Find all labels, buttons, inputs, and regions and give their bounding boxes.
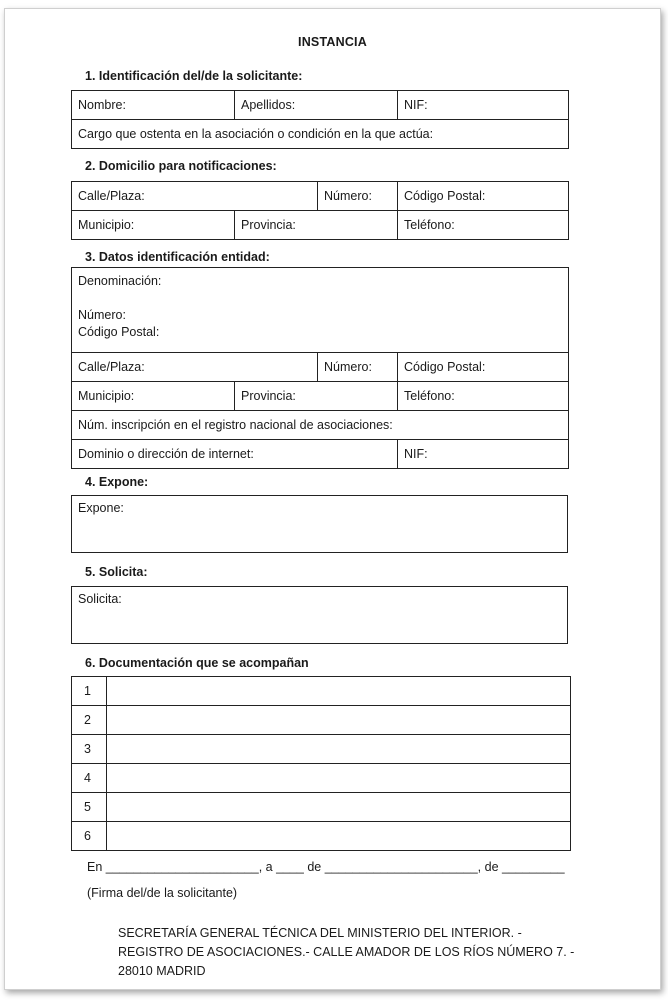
- document-entry-field[interactable]: [107, 764, 571, 793]
- document-number: 1: [72, 677, 107, 706]
- form-title: INSTANCIA: [298, 35, 367, 49]
- signature-label: (Firma del/de la solicitante): [87, 886, 238, 900]
- inscripcion-field[interactable]: Núm. inscripción en el registro nacional de asociaciones:: [72, 411, 569, 440]
- denominacion-field[interactable]: [72, 268, 569, 353]
- codigo-postal-label: Código Postal:: [78, 325, 160, 339]
- documents-table: [71, 676, 571, 851]
- solicita-field[interactable]: Solicita:: [72, 587, 568, 644]
- entity-municipio-field[interactable]: Municipio:: [72, 382, 235, 411]
- document-entry-field[interactable]: [107, 822, 571, 851]
- section-3-heading: 3. Datos identificación entidad:: [85, 250, 270, 264]
- entity-calle-field[interactable]: Calle/Plaza:: [72, 353, 318, 382]
- entity-table: [71, 267, 569, 469]
- nombre-field[interactable]: Nombre:: [72, 91, 235, 120]
- denominacion-label: Denominación:: [78, 274, 162, 288]
- document-number: 4: [72, 764, 107, 793]
- document-number: 3: [72, 735, 107, 764]
- document-entry-field[interactable]: [107, 677, 571, 706]
- numero-label: Número:: [78, 308, 126, 322]
- provincia-field[interactable]: Provincia:: [235, 211, 398, 240]
- entity-provincia-field[interactable]: Provincia:: [235, 382, 398, 411]
- telefono-field[interactable]: Teléfono:: [398, 211, 569, 240]
- expone-table: [71, 495, 568, 553]
- document-row: [72, 735, 571, 764]
- document-entry-field[interactable]: [107, 793, 571, 822]
- document-number: 2: [72, 706, 107, 735]
- section-2-heading: 2. Domicilio para notificaciones:: [85, 159, 277, 173]
- form-sheet: [4, 8, 661, 990]
- footer-address: SECRETARÍA GENERAL TÉCNICA DEL MINISTERIO DEL INTERIOR. - REGISTRO DE ASOCIACIONES.- CALLE AMADOR DE LOS RÍOS NÚMERO 7. - 28010 MADRID: [118, 926, 575, 978]
- section-6-heading: 6. Documentación que se acompañan: [85, 656, 309, 670]
- document-row: [72, 793, 571, 822]
- document-number: 5: [72, 793, 107, 822]
- entity-nif-field[interactable]: NIF:: [398, 440, 569, 469]
- municipio-field[interactable]: Municipio:: [72, 211, 235, 240]
- calle-field[interactable]: Calle/Plaza:: [72, 182, 318, 211]
- cargo-field[interactable]: Cargo que ostenta en la asociación o condición en la que actúa:: [72, 120, 569, 149]
- identification-table: [71, 90, 569, 149]
- document-row: [72, 764, 571, 793]
- section-5-heading: 5. Solicita:: [85, 565, 148, 579]
- codigo-postal-field[interactable]: Código Postal:: [398, 182, 569, 211]
- document-entry-field[interactable]: [107, 706, 571, 735]
- date-line: En ______________________, a ____ de ______________________, de _________: [87, 860, 565, 874]
- solicita-table: [71, 586, 568, 644]
- entity-numero-field[interactable]: Número:: [318, 353, 398, 382]
- numero-field[interactable]: Número:: [318, 182, 398, 211]
- section-1-heading: 1. Identificación del/de la solicitante:: [85, 69, 303, 83]
- nif-field[interactable]: NIF:: [398, 91, 569, 120]
- apellidos-field[interactable]: Apellidos:: [235, 91, 398, 120]
- document-row: [72, 677, 571, 706]
- document-number: 6: [72, 822, 107, 851]
- notification-address-table: [71, 181, 569, 240]
- section-4-heading: 4. Expone:: [85, 475, 149, 489]
- entity-telefono-field[interactable]: Teléfono:: [398, 382, 569, 411]
- entity-codigo-postal-field[interactable]: Código Postal:: [398, 353, 569, 382]
- document-row: [72, 822, 571, 851]
- expone-field[interactable]: Expone:: [72, 496, 568, 553]
- document-entry-field[interactable]: [107, 735, 571, 764]
- dominio-field[interactable]: Dominio o dirección de internet:: [72, 440, 398, 469]
- document-row: [72, 706, 571, 735]
